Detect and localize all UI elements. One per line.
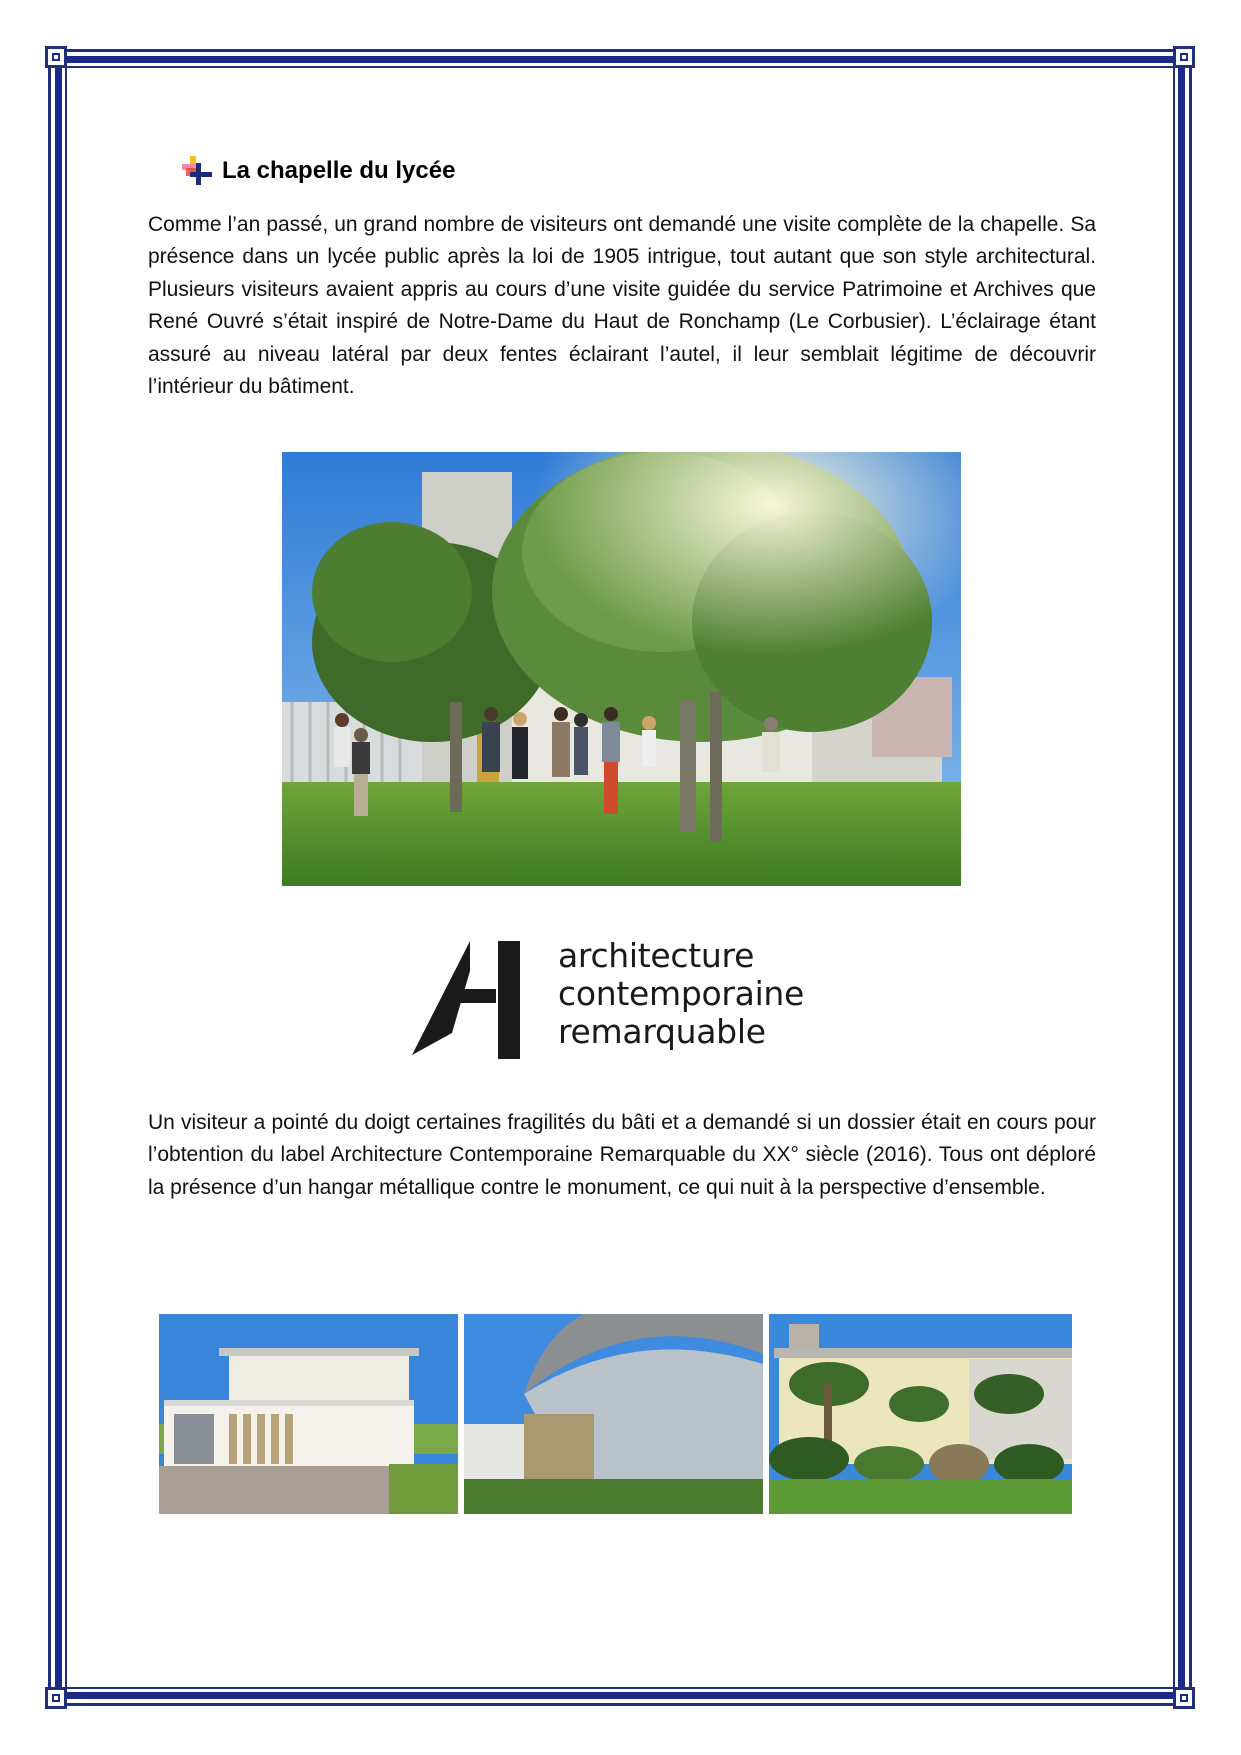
logo-line-remarquable: remarquable	[558, 1012, 766, 1051]
chapel-palm-garden-photo	[769, 1314, 1072, 1514]
chapel-visitors-photo	[282, 452, 961, 886]
intro-paragraph: Comme l’an passé, un grand nombre de visiteurs ont demandé une visite complète de la chapelle. Sa présence dans un lycée public après la loi de 1905 intrigue, tout autant que son style architectural. Plusieurs visiteurs avaient appris au cours d’une visite guidée du service Patrimoine et Archives que René Ouvré s’était inspiré de Notre-Dame du Haut de Ronchamp (Le Corbusier). L’éclairage étant assuré au niveau latéral par deux fentes éclairant l’autel, il leur semblait légitime de découvrir l’intérieur du bâtiment.	[148, 213, 1096, 399]
chapel-curved-roof-photo	[464, 1314, 763, 1514]
chapel-facade-photo	[159, 1314, 458, 1514]
border-corner-top-right	[1173, 46, 1195, 68]
second-paragraph: Un visiteur a pointé du doigt certaines fragilités du bâti et a demandé si un dossier était en cours pour l’obtention du label Architecture Contemporaine Remarquable du XX° siècle (2016). Tous ont déploré la présence d’un hangar métallique contre le monument, ce qui nuit à la perspective d’ensemble.	[148, 1111, 1096, 1199]
logo-line-contemporaine: contemporaine	[558, 974, 805, 1013]
logo-text	[558, 937, 804, 1051]
acr-a-mark-icon	[410, 937, 532, 1059]
section-title: La chapelle du lycée	[222, 157, 456, 184]
colored-cross-icon	[182, 154, 216, 188]
acr-label-logo	[410, 937, 840, 1059]
border-corner-bottom-left	[45, 1687, 67, 1709]
border-corner-bottom-right	[1173, 1687, 1195, 1709]
logo-line-architecture: architecture	[558, 936, 755, 975]
border-corner-top-left	[45, 46, 67, 68]
section-heading	[182, 154, 455, 188]
